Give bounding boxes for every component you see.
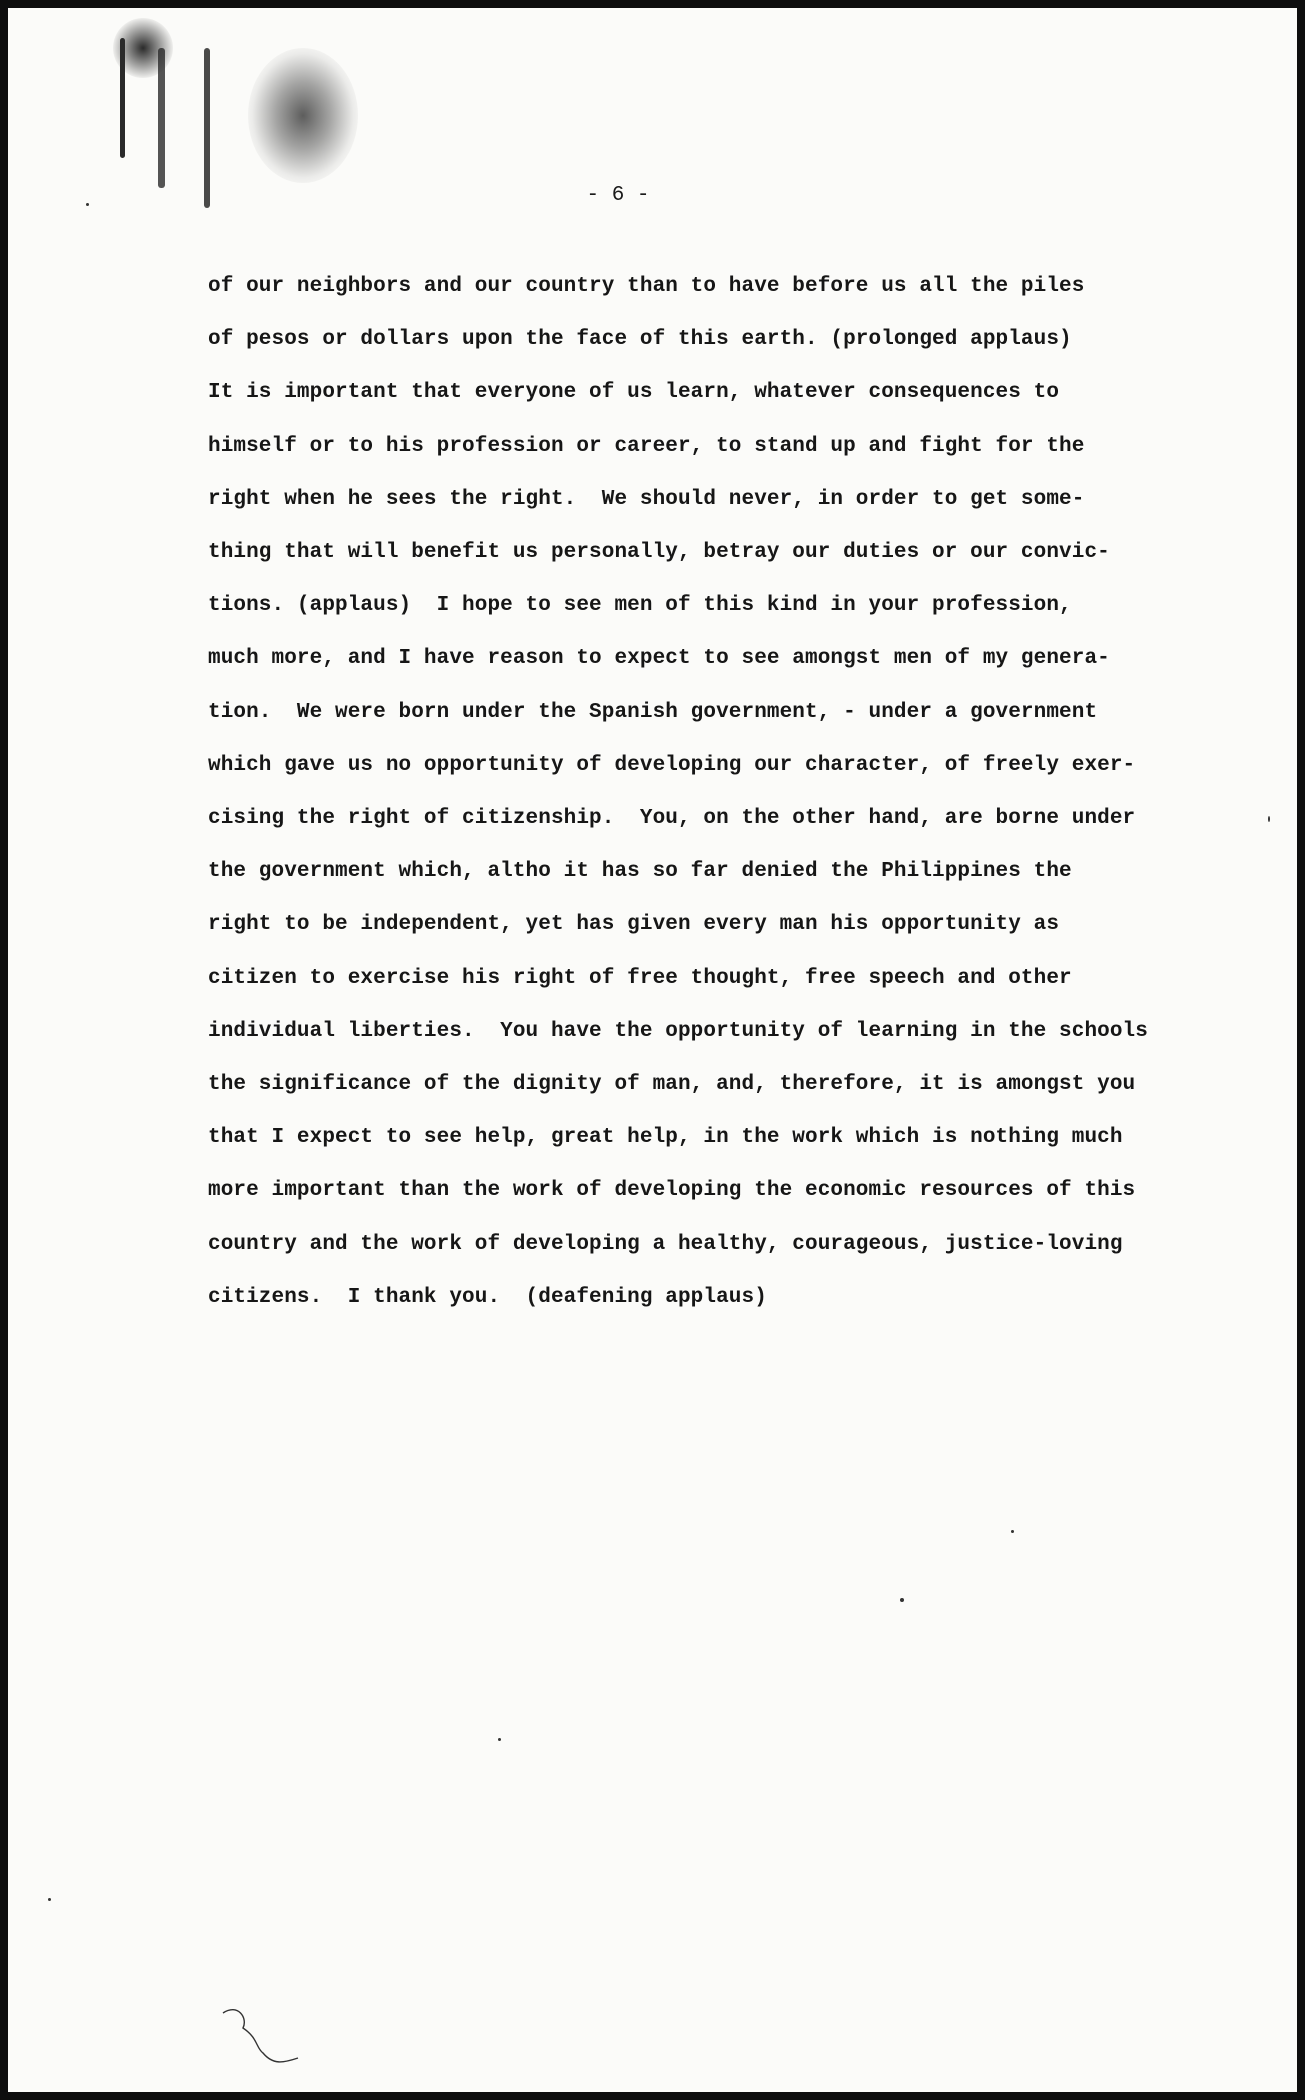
body-text [208,260,1228,1324]
text-line: of our neighbors and our country than to have before us all the piles [208,275,1085,298]
text-line: thing that will benefit us personally, betray our duties or our convic- [208,541,1110,565]
text-line: right to be independent, yet has given every man his opportunity as [208,913,1060,937]
document-page [8,8,1297,2092]
text-line: which gave us no opportunity of developing our character, of freely exer- [208,753,1136,777]
text-line: tions. (applaus) I hope to see men of this kind in your profession, [208,594,1072,618]
pen-squiggle-mark [218,2003,308,2073]
speck [1268,816,1270,822]
text-line: It is important that everyone of us learn, whatever consequences to [208,381,1060,405]
text-line: individual liberties. You have the opportunity of learning in the schools [208,1019,1148,1043]
ink-streak [120,38,125,158]
page-number: - 6 - [586,184,650,207]
text-line: of pesos or dollars upon the face of this earth. (prolonged applaus) [208,328,1072,352]
text-line: the significance of the dignity of man, and, therefore, it is amongst you [208,1073,1136,1097]
text-line: right when he sees the right. We should never, in order to get some- [208,487,1085,511]
speck [1011,1530,1014,1533]
text-line: that I expect to see help, great help, in the work which is nothing much [208,1126,1123,1150]
text-line: more important than the work of developing the economic resources of this [208,1179,1136,1203]
ink-streak [158,48,165,188]
text-line: tion. We were born under the Spanish government, - under a government [208,700,1098,724]
speck [498,1738,501,1741]
ink-smudge [248,48,358,183]
speck [48,1898,51,1901]
text-line: cising the right of citizenship. You, on the other hand, are borne under [208,807,1136,831]
speck [86,203,89,206]
text-line: the government which, altho it has so far denied the Philippines the [208,860,1072,884]
text-line: citizens. I thank you. (deafening applaus) [208,1285,767,1309]
text-line: country and the work of developing a healthy, courageous, justice-loving [208,1232,1123,1256]
text-line: citizen to exercise his right of free thought, free speech and other [208,966,1072,990]
text-line: himself or to his profession or career, to stand up and fight for the [208,434,1085,458]
text-line: much more, and I have reason to expect to see amongst men of my genera- [208,647,1110,671]
speck [900,1598,904,1602]
